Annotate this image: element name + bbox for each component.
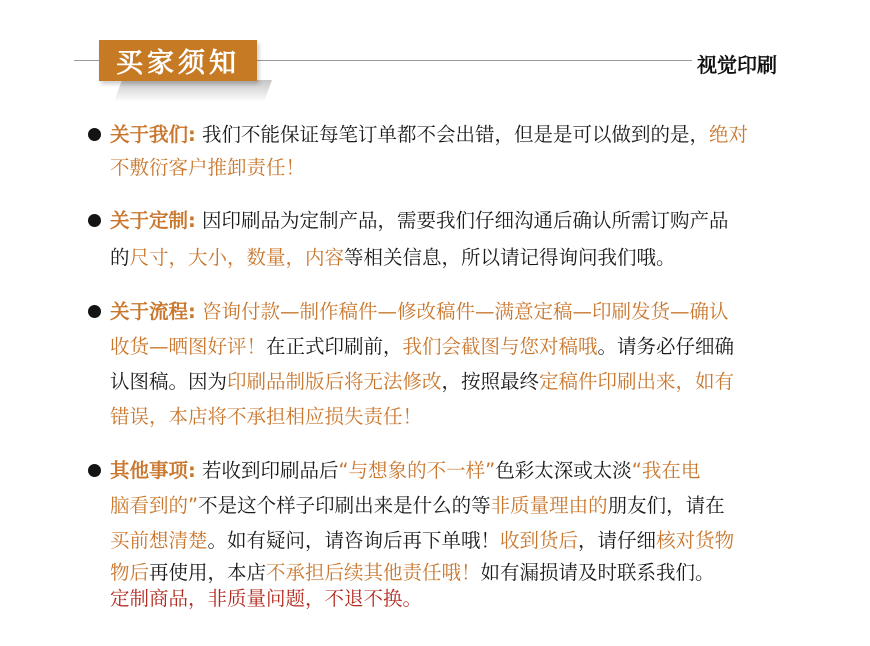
section-label: 关于定制: bbox=[110, 209, 196, 232]
highlight-segment: 核对货物 bbox=[656, 529, 735, 552]
text-segment: 若收到印刷品后 bbox=[202, 459, 339, 482]
text-segment: 。请务必仔细确 bbox=[597, 335, 735, 358]
highlight-segment: “与想象的不一样” bbox=[338, 459, 496, 482]
section-line bbox=[110, 524, 734, 557]
highlight-segment: 尺寸，大小，数量，内容 bbox=[129, 246, 345, 269]
text-segment: 如有漏损请及时联系我们。 bbox=[480, 561, 715, 584]
section-line bbox=[110, 400, 422, 433]
highlight-segment: 错误，本店将不承担相应损失责任！ bbox=[110, 405, 423, 428]
text-segment: 在正式印刷前， bbox=[266, 335, 403, 358]
highlight-segment: 物后 bbox=[110, 561, 150, 584]
no-return-policy: 定制商品，非质量问题，不退不换。 bbox=[110, 587, 423, 610]
text-segment: 。如有疑问，请咨询后再下单哦！ bbox=[207, 529, 501, 552]
bullet-icon bbox=[88, 128, 101, 141]
section-label: 其他事项: bbox=[110, 459, 196, 482]
section-line bbox=[110, 295, 729, 328]
highlight-segment: “我在电 bbox=[631, 459, 701, 482]
bullet-icon bbox=[88, 214, 101, 227]
highlight-segment: 印刷品制版后将无法修改 bbox=[227, 370, 442, 393]
brand-name: 视觉印刷 bbox=[697, 53, 777, 77]
badge-shadow bbox=[114, 80, 272, 102]
section-line bbox=[110, 489, 725, 522]
highlight-segment: 不承担后续其他责任哦！ bbox=[266, 561, 481, 584]
highlight-segment: 买前想清楚 bbox=[110, 529, 208, 552]
highlight-segment: 我们会截图与您对稿哦 bbox=[402, 335, 598, 358]
bullet-icon bbox=[88, 464, 101, 477]
text-segment: 再使用，本店 bbox=[149, 561, 267, 584]
text-segment: 我们不能保证每笔订单都不会出错，但是是可以做到的是， bbox=[202, 123, 710, 146]
section-line bbox=[110, 454, 700, 487]
section-line bbox=[110, 204, 729, 237]
highlight-segment: 收到货后 bbox=[500, 529, 579, 552]
text-segment: 的 bbox=[110, 246, 130, 269]
text-segment: 不是这个样子印刷出来是什么的等 bbox=[198, 494, 491, 517]
section-label: 关于流程: bbox=[110, 300, 196, 323]
section-label: 关于我们: bbox=[110, 123, 196, 146]
text-segment: 色彩太深或太淡 bbox=[495, 459, 632, 482]
highlight-segment: 咨询付款—制作稿件—修改稿件—满意定稿—印刷发货—确认 bbox=[202, 300, 729, 323]
section-line bbox=[110, 365, 734, 398]
section-line bbox=[110, 151, 305, 184]
text-segment: ，按照最终 bbox=[441, 370, 540, 393]
text-segment: 等相关信息，所以请记得询问我们哦。 bbox=[344, 246, 676, 269]
notice-badge: 买家须知 bbox=[99, 40, 257, 81]
highlight-segment: 不敷衍客户推卸责任！ bbox=[110, 156, 306, 179]
section-line bbox=[110, 330, 734, 363]
text-segment: ，请仔细 bbox=[578, 529, 657, 552]
highlight-segment: 非质量理由的 bbox=[490, 494, 608, 517]
text-segment: 朋友们，请在 bbox=[607, 494, 725, 517]
text-segment: 认图稿。因为 bbox=[110, 370, 228, 393]
highlight-segment: 收货—晒图好评！ bbox=[110, 335, 267, 358]
highlight-segment: 绝对 bbox=[709, 123, 749, 146]
section-line bbox=[110, 118, 748, 151]
highlight-segment: 脑看到的” bbox=[110, 494, 199, 517]
section-line bbox=[110, 241, 676, 274]
highlight-segment: 定稿件印刷出来，如有 bbox=[539, 370, 735, 393]
text-segment: 因印刷品为定制产品，需要我们仔细沟通后确认所需订购产品 bbox=[202, 209, 729, 232]
bullet-icon bbox=[88, 305, 101, 318]
